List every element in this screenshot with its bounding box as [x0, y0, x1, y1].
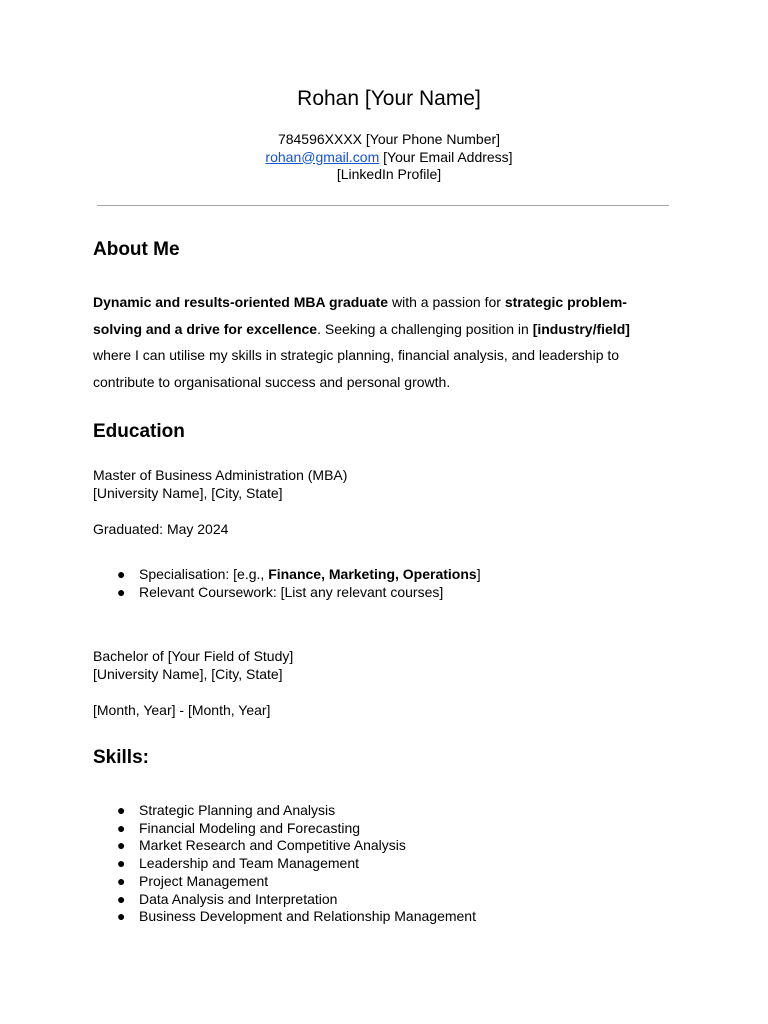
- email-line: [0, 149, 768, 167]
- skill-label: Financial Modeling and Forecasting: [139, 819, 361, 836]
- linkedin-profile: [LinkedIn Profile]: [336, 166, 442, 182]
- skill-label: Market Research and Competitive Analysis: [139, 837, 406, 854]
- contact-block: [0, 131, 768, 184]
- list-item: [93, 820, 476, 838]
- education-heading: Education: [93, 421, 185, 442]
- bachelor-entry: [93, 648, 293, 683]
- bullet-icon: ●: [117, 819, 126, 836]
- list-item: ● Specialisation: [e.g., Finance, Marketing, Operations]: [117, 566, 481, 582]
- skill-label: Strategic Planning and Analysis: [139, 802, 336, 818]
- skills-list: [93, 802, 476, 926]
- list-item: [93, 891, 476, 909]
- bullet-icon: ●: [117, 908, 126, 925]
- mba-graduated: Graduated: May 2024: [93, 521, 229, 537]
- mba-school: [University Name], [City, State]: [93, 484, 283, 501]
- mba-entry: [93, 467, 347, 502]
- list-item: [93, 855, 476, 873]
- bachelor-school: [University Name], [City, State]: [93, 665, 283, 682]
- skill-label: Business Development and Relationship Management: [139, 908, 476, 925]
- email-link[interactable]: rohan@gmail.com: [265, 148, 380, 165]
- about-text-2: with a passion for: [388, 294, 505, 310]
- email-label: [Your Email Address]: [379, 148, 513, 165]
- list-item: [93, 837, 476, 855]
- phone-number: 784596XXXX [Your Phone Number]: [277, 131, 501, 147]
- bachelor-dates: [Month, Year] - [Month, Year]: [93, 702, 271, 718]
- skills-heading: Skills:: [93, 747, 149, 768]
- candidate-name: Rohan [Your Name]: [297, 87, 481, 110]
- about-bold-1: Dynamic and results-oriented MBA graduate: [93, 294, 389, 310]
- mba-details-list: [93, 566, 481, 601]
- bullet-icon: ●: [117, 872, 126, 889]
- bullet-icon: ●: [117, 802, 126, 818]
- list-item: [93, 802, 476, 820]
- bullet-icon: ●: [117, 855, 126, 872]
- skill-label: Data Analysis and Interpretation: [139, 890, 338, 907]
- coursework: Relevant Coursework: [List any relevant courses]: [139, 583, 444, 600]
- skill-label: Project Management: [139, 872, 269, 889]
- bullet-icon: ●: [117, 566, 126, 582]
- skill-label: Leadership and Team Management: [139, 855, 360, 872]
- header-divider: [97, 205, 669, 206]
- about-text-6: where I can utilise my skills in strategic planning, financial analysis, and leadership to contribute to organisational success and personal growth.: [93, 347, 620, 391]
- list-item: [93, 873, 476, 891]
- bullet-icon: ●: [117, 583, 126, 600]
- list-item: [93, 908, 476, 926]
- bullet-icon: ●: [117, 890, 126, 907]
- mba-degree: Master of Business Administration (MBA): [93, 467, 348, 483]
- specialisation-examples: Finance, Marketing, Operations: [268, 566, 477, 582]
- about-bold-3: strategic problem-solving and a drive for excellence: [93, 294, 627, 337]
- bachelor-degree: Bachelor of [Your Field of Study]: [93, 648, 294, 664]
- list-item: [93, 584, 481, 602]
- about-text-4: . Seeking a challenging position in: [317, 320, 533, 337]
- about-paragraph: [93, 289, 663, 396]
- bullet-icon: ●: [117, 837, 126, 854]
- about-heading: About Me: [93, 239, 180, 260]
- about-bold-5: [industry/field]: [532, 320, 630, 337]
